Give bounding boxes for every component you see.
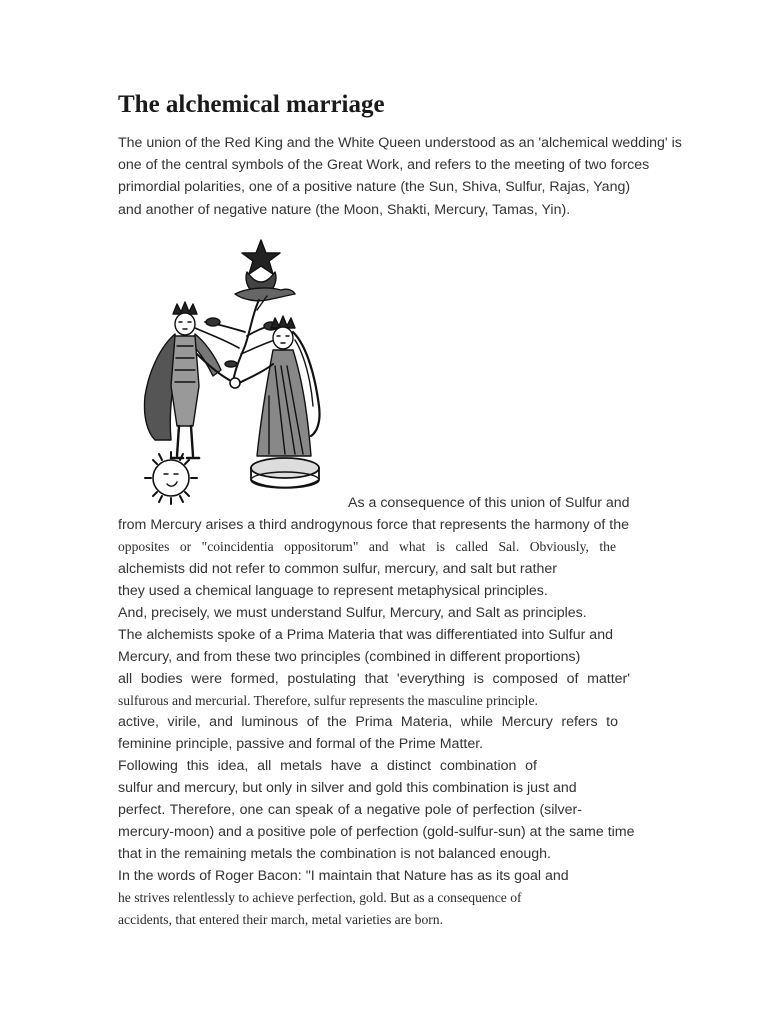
star-icon bbox=[242, 240, 280, 274]
body-line: mercury-moon) and a positive pole of perfection (gold-sulfur-sun) at the same time bbox=[118, 824, 635, 840]
body-line: Mercury, and from these two principles (combined in different proportions) bbox=[118, 649, 581, 665]
sun-icon bbox=[145, 452, 197, 504]
alchemical-marriage-illustration bbox=[135, 236, 347, 506]
body-line: accidents, that entered their march, metal varieties are born. bbox=[118, 912, 443, 927]
body-line: that in the remaining metals the combination is not balanced enough. bbox=[118, 846, 551, 862]
body-line: sulfur and mercury, but only in silver and gold this combination is just and bbox=[118, 780, 577, 796]
body-line: opposites or "coincidentia oppositorum" and what is called Sal. Obviously, the bbox=[118, 539, 616, 554]
intro-line: primordial polarities, one of a positive nature (the Sun, Shiva, Sulfur, Rajas, Yang) bbox=[118, 179, 631, 195]
body-line: And, precisely, we must understand Sulfur, Mercury, and Salt as principles. bbox=[118, 605, 587, 621]
body-line: they used a chemical language to represent metaphysical principles. bbox=[118, 583, 548, 599]
body-line: sulfurous and mercurial. Therefore, sulfur represents the masculine principle. bbox=[118, 693, 538, 708]
body-line: perfect. Therefore, one can speak of a negative pole of perfection (silver- bbox=[118, 802, 582, 818]
intro-line: one of the central symbols of the Great Work, and refers to the meeting of two forces bbox=[118, 157, 650, 173]
body-line: In the words of Roger Bacon: "I maintain that Nature has as its goal and bbox=[118, 868, 569, 884]
body-line: from Mercury arises a third androgynous force that represents the harmony of the bbox=[118, 517, 629, 533]
body-line: alchemists did not refer to common sulfur, mercury, and salt but rather bbox=[118, 561, 557, 577]
intro-line: and another of negative nature (the Moon, Shakti, Mercury, Tamas, Yin). bbox=[118, 202, 571, 218]
body-line: feminine principle, passive and formal of the Prime Matter. bbox=[118, 736, 484, 752]
body-line: all bodies were formed, postulating that 'everything is composed of matter' bbox=[118, 671, 630, 687]
body-line: Following this idea, all metals have a distinct combination of bbox=[118, 758, 537, 774]
body-line: he strives relentlessly to achieve perfection, gold. But as a consequence of bbox=[118, 890, 522, 905]
intro-line: The union of the Red King and the White Queen understood as an 'alchemical wedding' is bbox=[118, 135, 682, 151]
body-line: active, virile, and luminous of the Prima Materia, while Mercury refers to bbox=[118, 714, 618, 730]
queen-figure bbox=[237, 316, 320, 488]
page-title: The alchemical marriage bbox=[118, 91, 385, 118]
body-line: The alchemists spoke of a Prima Materia that was differentiated into Sulfur and bbox=[118, 627, 613, 643]
caption-line: As a consequence of this union of Sulfur and bbox=[348, 495, 630, 511]
